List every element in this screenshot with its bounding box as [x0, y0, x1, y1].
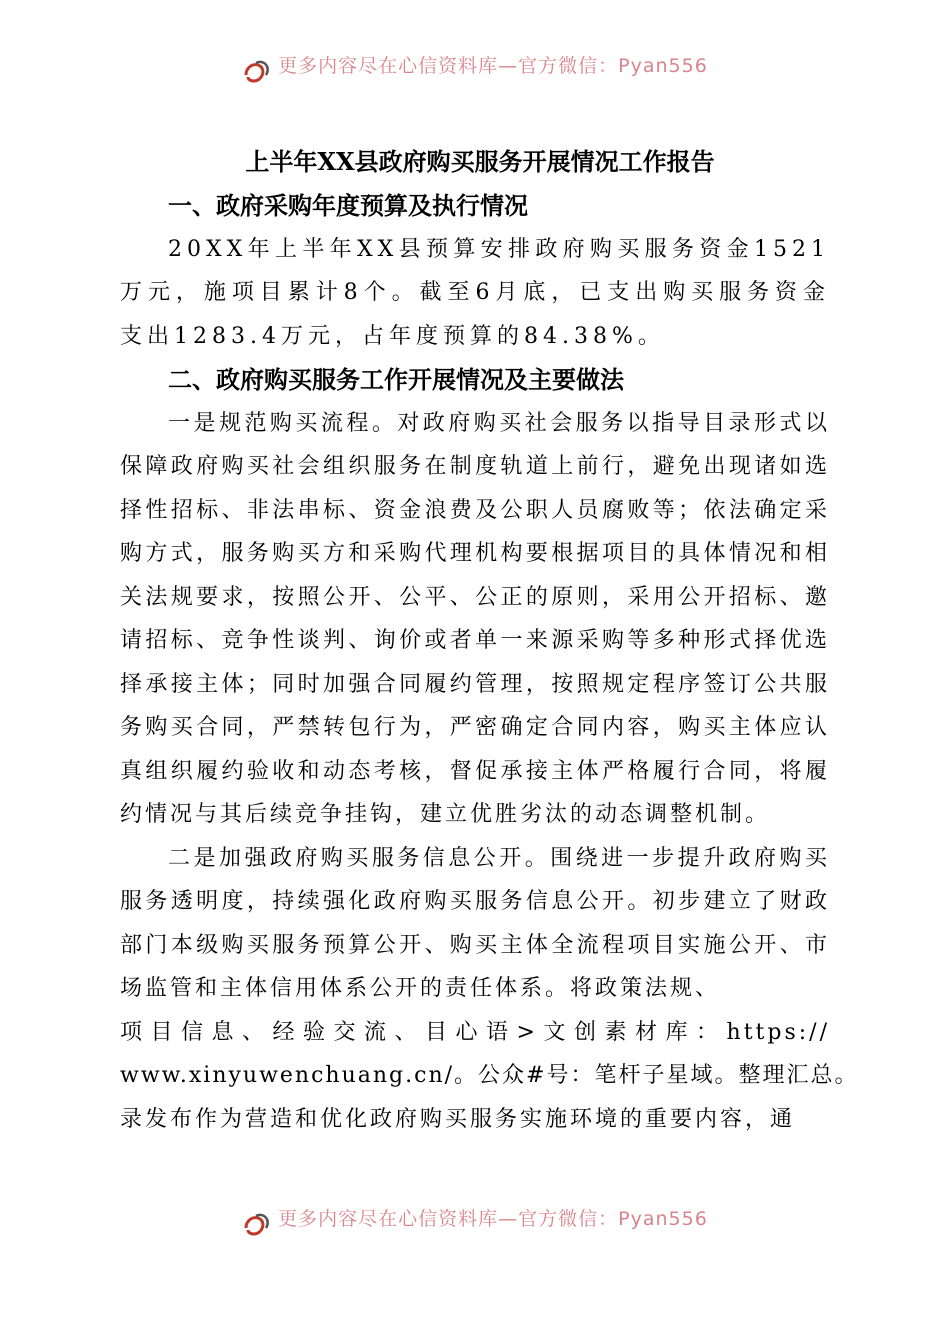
- watermark-banner-bottom: [0, 1205, 950, 1245]
- section-1-paragraph: 20XX年上半年XX县预算安排政府购买服务资金1521万元，施项目累计8个。截至6月底，已支出购买服务资金支出1283.4万元，占年度预算的84.38%。: [120, 236, 830, 349]
- watermark-banner-top: [0, 52, 950, 92]
- section-1-heading: 一、政府采购年度预算及执行情况: [168, 191, 528, 220]
- inserted-url-line-1: 项目信息、经验交流、目心语>文创素材库：https://: [120, 1019, 830, 1045]
- section-2-continuation: 录发布作为营造和优化政府购买服务实施环境的重要内容，通: [120, 1106, 796, 1132]
- document-body: [120, 140, 859, 1141]
- section-2-heading: 二、政府购买服务工作开展情况及主要做法: [168, 365, 624, 394]
- brand-logo-icon: [242, 57, 272, 87]
- brand-logo-icon: [242, 1210, 272, 1240]
- document-title: 上半年XX县政府购买服务开展情况工作报告: [245, 147, 715, 176]
- watermark-text: 更多内容尽在心信资料库—官方微信：Pyan556: [278, 1207, 708, 1230]
- section-2-paragraph-1: 一是规范购买流程。对政府购买社会服务以指导目录形式以保障政府购买社会组织服务在制度轨道上前行，避免出现诸如选择性招标、非法串标、资金浪费及公职人员腐败等；依法确定采购方式，服务购买方和采购代理机构要根据项目的具体情况和相关法规要求，按照公开、公平、公正的原则，采用公开招标、邀请招标、竞争性谈判、询价或者单一来源采购等多种形式择优选择承接主体；同时加强合同履约管理，按照规定程序签订公共服务购买合同，严禁转包行为，严密确定合同内容，购买主体应认真组织履约验收和动态考核，督促承接主体严格履行合同，将履约情况与其后续竞争挂钩，建立优胜劣汰的动态调整机制。: [120, 410, 830, 827]
- inserted-url-line-2: www.xinyuwenchuang.cn/。公众#号：笔杆子星域。整理汇总。: [120, 1063, 859, 1088]
- watermark-text: 更多内容尽在心信资料库—官方微信：Pyan556: [278, 54, 708, 77]
- section-2-paragraph-2: 二是加强政府购买服务信息公开。围绕进一步提升政府购买服务透明度，持续强化政府购买服务信息公开。初步建立了财政部门本级购买服务预算公开、购买主体全流程项目实施公开、市场监管和主体信用体系公开的责任体系。将政策法规、: [120, 845, 830, 1001]
